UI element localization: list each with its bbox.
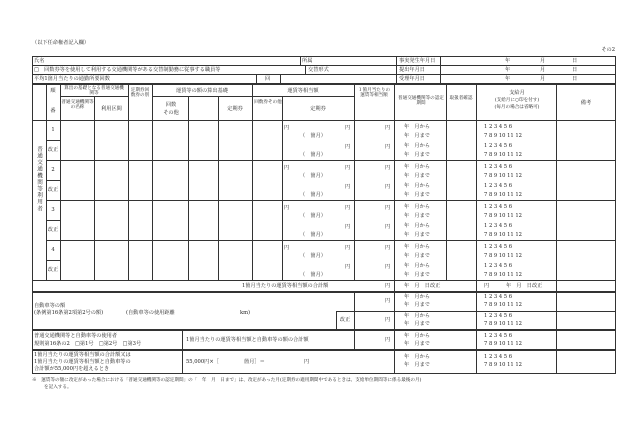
pay-months-row1[interactable]: 1 2 3 4 5 6 <box>484 263 513 269</box>
car-km: km) <box>240 310 251 316</box>
footnote-line2: を記入する。 <box>44 385 72 390</box>
period-from: 年 月から <box>404 164 430 170</box>
period-from: 年 月から <box>404 124 430 130</box>
period-from: 年 月から <box>404 313 430 319</box>
pay-months-row2[interactable]: 7 8 9 10 11 12 <box>484 341 522 347</box>
period-from: 年 月から <box>404 143 430 149</box>
ymd-month: 月 <box>540 58 546 64</box>
period-until: 年 月まで <box>404 152 430 158</box>
col-per-month: １箇月当たりの運賃等相当額 <box>357 88 391 99</box>
row-revise: 改正 <box>47 227 59 233</box>
pay-months-row2[interactable]: 7 8 9 10 11 12 <box>484 321 522 327</box>
period-until: 年 月まで <box>404 302 430 308</box>
combo-line1: 普通交通機関等と自動車等の使用者 <box>34 333 118 339</box>
period-until: 年 月まで <box>404 321 430 327</box>
page-number: その2 <box>601 47 615 53</box>
yen-unit: 円 <box>284 205 290 211</box>
period-until: 年 月まで <box>404 213 430 219</box>
pay-months-row1[interactable]: 1 2 3 4 5 6 <box>484 244 513 250</box>
yen-unit: 円 <box>345 165 351 171</box>
period-from: 年 月から <box>404 244 430 250</box>
pay-months-row1[interactable]: 1 2 3 4 5 6 <box>484 183 513 189</box>
yen-unit: 円 <box>385 224 391 230</box>
cap-formula-a: 55,000円×［ <box>186 359 219 365</box>
teiki-months: （ 箇月） <box>300 213 326 219</box>
pay-months-row2[interactable]: 7 8 9 10 11 12 <box>484 213 522 219</box>
col-pay-month-note1: (支給月に○印を付す) <box>494 98 540 103</box>
yen-unit: 円 <box>385 283 391 289</box>
yen-unit: 円 <box>345 245 351 251</box>
col-teiki-amount: 定期券 <box>310 106 326 112</box>
teiki-months: （ 箇月） <box>300 272 326 278</box>
yen-unit: 円 <box>284 245 290 251</box>
ymd-month: 月 <box>540 67 546 73</box>
yen-unit: 円 <box>385 184 391 190</box>
ymd-day: 日 <box>572 58 578 64</box>
col-handler: 取扱者確認 <box>449 96 473 101</box>
period-until: 年 月まで <box>404 232 430 238</box>
name-label: 氏名 <box>34 58 45 64</box>
combo-line2: 規則第16条の2 □第1号 □第2号 □第3号 <box>34 341 142 347</box>
col-times-other: 回数券その他 <box>254 100 282 105</box>
pay-months-row2[interactable]: 7 8 9 10 11 12 <box>484 302 522 308</box>
total-revise-date: 年 月 日改正 <box>506 283 543 289</box>
period-until: 年 月まで <box>404 341 430 347</box>
ymd-month: 月 <box>540 76 546 82</box>
total-revise-date: 年 月 日改正 <box>404 283 441 289</box>
cap-formula-b: 箇月］＝ <box>244 359 265 365</box>
cap-line3: 合計額が55,000円を超えるとき <box>34 366 110 372</box>
pay-months-row2[interactable]: 7 8 9 10 11 12 <box>484 173 522 179</box>
combo-label: 1箇月当たりの運賃等相当額と自動車等の額の合計額 <box>186 337 309 343</box>
row-number: 2 <box>51 167 55 173</box>
affiliation-label: 所属 <box>302 58 313 64</box>
car-label: 自動車等の額 <box>34 303 66 309</box>
ymd-year: 年 <box>505 58 511 64</box>
col-times: 回数 <box>165 102 177 108</box>
side-label: 普通交通機関等利用者 <box>36 146 42 212</box>
yen-unit: 円 <box>385 165 391 171</box>
header-note: （以下任命権者記入欄） <box>32 40 90 46</box>
yen-unit: 円 <box>345 184 351 190</box>
combo-box <box>32 330 616 350</box>
ymd-day: 日 <box>572 67 578 73</box>
col-remarks: 備考 <box>580 100 592 106</box>
pay-months-row2[interactable]: 7 8 9 10 11 12 <box>484 133 522 139</box>
col-pay-month: 支給月 <box>509 90 525 96</box>
period-from: 年 月から <box>404 204 430 210</box>
pay-months-row1[interactable]: 1 2 3 4 5 6 <box>484 313 513 319</box>
yen-unit: 円 <box>385 264 391 270</box>
pay-months-row1[interactable]: 1 2 3 4 5 6 <box>484 333 513 339</box>
row-revise: 改正 <box>47 147 59 153</box>
pay-months-row2[interactable]: 7 8 9 10 11 12 <box>484 192 522 198</box>
col-calc-basis: 運賃等の額の算出基礎 <box>176 88 228 94</box>
pay-months-row1[interactable]: 1 2 3 4 5 6 <box>484 294 513 300</box>
period-until: 年 月まで <box>404 133 430 139</box>
period-from: 年 月から <box>404 354 430 360</box>
submit-date-label: 提出年月日 <box>399 67 425 73</box>
yen-unit: 円 <box>385 125 391 131</box>
col-section: 利用区間 <box>101 106 122 112</box>
col-order: 順 <box>50 88 56 94</box>
yen-unit: 円 <box>284 125 290 131</box>
pay-months-row2[interactable]: 7 8 9 10 11 12 <box>484 253 522 259</box>
total-fare-label: 1箇月当たりの運賃等相当額の合計額 <box>242 283 329 289</box>
pay-months-row2[interactable]: 7 8 9 10 11 12 <box>484 272 522 278</box>
col-ticket-kind: 定期券回数券の別 <box>130 88 150 99</box>
row-revise: 改正 <box>47 267 59 273</box>
period-from: 年 月から <box>404 223 430 229</box>
yen-unit: 円 <box>345 224 351 230</box>
col-number: 番 <box>50 108 56 114</box>
teiki-months: （ 箇月） <box>300 152 326 158</box>
avg-commute-unit: 回 <box>265 76 271 82</box>
period-until: 年 月まで <box>404 253 430 259</box>
yen-unit: 円 <box>385 245 391 251</box>
period-from: 年 月から <box>404 294 430 300</box>
cap-line2: 1箇月当たりの運賃等相当額と自動車等の <box>34 359 131 365</box>
col-basis-title: 算出の基礎となる普通交通機関等 <box>64 86 124 97</box>
yen-unit: 円 <box>345 264 351 270</box>
row-number: 3 <box>51 207 55 213</box>
period-from: 年 月から <box>404 263 430 269</box>
yen-unit: 円 <box>385 205 391 211</box>
main-table <box>32 84 616 292</box>
col-fare-equiv: 運賃等相当額 <box>287 88 319 94</box>
yen-unit: 円 <box>345 205 351 211</box>
ymd-day: 日 <box>572 76 578 82</box>
yen-unit: 円 <box>385 337 391 343</box>
teiki-months: （ 箇月） <box>300 173 326 179</box>
shift-worker-checkbox[interactable]: □ 回数券等を使用して利用する交通機関等がある交替制勤務に従事する職員等 <box>34 67 221 73</box>
pay-months-row1[interactable]: 1 2 3 4 5 6 <box>484 164 513 170</box>
col-other: その他 <box>163 110 179 116</box>
yen-unit: 円 <box>385 317 391 323</box>
car-distance: (自動車等の使用距離 <box>126 310 175 316</box>
ymd-year: 年 <box>505 67 511 73</box>
yen-unit: 円 <box>345 125 351 131</box>
pay-months-row1[interactable]: 1 2 3 4 5 6 <box>484 223 513 229</box>
row-number: 4 <box>51 247 55 253</box>
yen-unit: 円 <box>345 144 351 150</box>
teiki-months: （ 箇月） <box>300 232 326 238</box>
receipt-date-label: 受理年月日 <box>399 76 425 82</box>
period-from: 年 月から <box>404 333 430 339</box>
footnote-line1: ※ 運賃等の額に改定があった場合における「普通交通機関等の認定期間」の「 年 月 日まで」は、改定があった月(定期券の適用期間中であるときは、支給単位期間等に係る最後の月) <box>32 378 422 383</box>
col-cert-period: 普通交通機関等の認定期間 <box>398 96 444 107</box>
pay-months-row1[interactable]: 1 2 3 4 5 6 <box>484 143 513 149</box>
shift-type-label: 交替形式 <box>308 67 329 73</box>
pay-months-row2[interactable]: 7 8 9 10 11 12 <box>484 232 522 238</box>
row-number: 1 <box>51 127 55 133</box>
period-until: 年 月まで <box>404 192 430 198</box>
cap-formula-c: 円 <box>304 359 310 365</box>
yen-unit: 円 <box>385 298 391 304</box>
period-until: 年 月まで <box>404 272 430 278</box>
pay-months-row2[interactable]: 7 8 9 10 11 12 <box>484 362 522 368</box>
period-from: 年 月から <box>404 183 430 189</box>
car-article: (条例第16条第2項第2号の額) <box>34 310 104 316</box>
ymd-year: 年 <box>505 76 511 82</box>
car-revise: 改正 <box>339 317 351 323</box>
pay-months-row2[interactable]: 7 8 9 10 11 12 <box>484 152 522 158</box>
row-revise: 改正 <box>47 187 59 193</box>
col-vehicle-name: 普通交通機関等の名称 <box>61 100 94 111</box>
period-until: 年 月まで <box>404 362 430 368</box>
pay-months-row1[interactable]: 1 2 3 4 5 6 <box>484 204 513 210</box>
teiki-months: （ 箇月） <box>300 133 326 139</box>
col-pay-month-note2: (毎月の場合は省略可) <box>494 105 540 110</box>
cap-line1: 1箇月当たりの運賃等相当額の合計額又は <box>34 352 131 358</box>
yen-unit: 円 <box>284 165 290 171</box>
yen-unit: 円 <box>385 144 391 150</box>
pay-months-row1[interactable]: 1 2 3 4 5 6 <box>484 124 513 130</box>
case-date-label: 事実発生年月日 <box>399 58 436 64</box>
yen-unit: 円 <box>484 283 490 289</box>
teiki-months: （ 箇月） <box>300 192 326 198</box>
avg-commute-label: 平均1箇月当たりの通勤所要回数 <box>34 76 110 82</box>
period-until: 年 月まで <box>404 173 430 179</box>
pay-months-row1[interactable]: 1 2 3 4 5 6 <box>484 354 513 360</box>
teiki-months: （ 箇月） <box>300 253 326 259</box>
col-teiki: 定期券 <box>227 106 243 112</box>
